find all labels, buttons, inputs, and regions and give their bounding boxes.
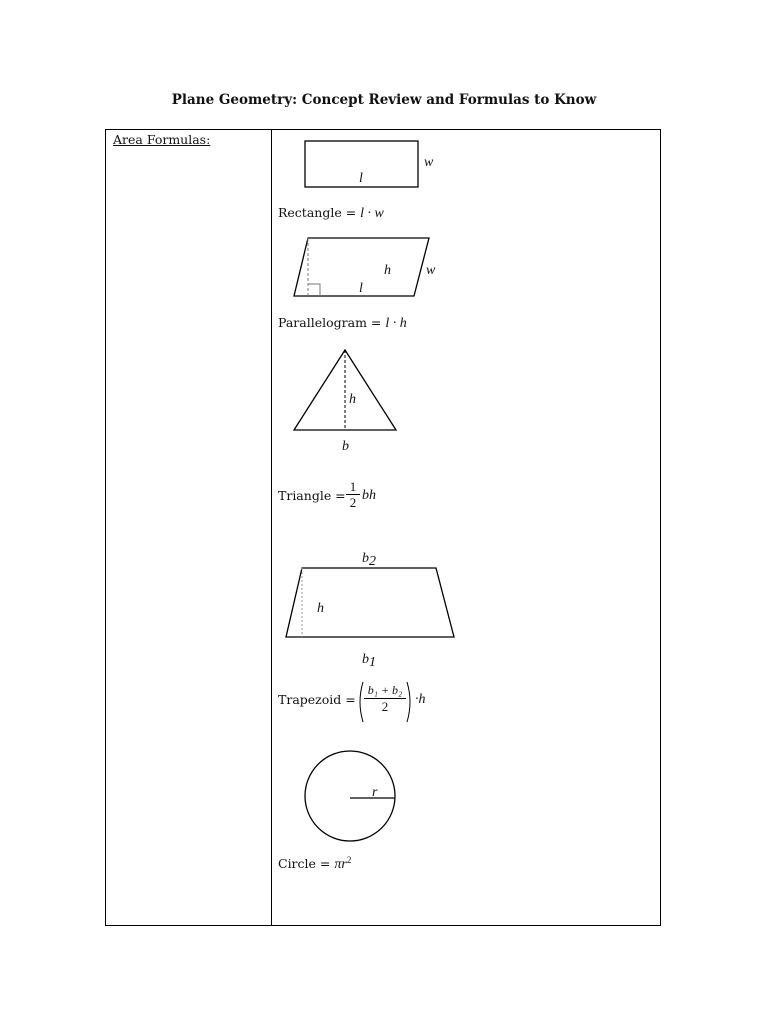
parallelogram-expression: l · h [385, 316, 407, 331]
circle-label: Circle = [278, 856, 331, 872]
trapezoid-tail: ·h [415, 692, 426, 707]
triangle-fraction-numerator: 1 [346, 480, 360, 495]
triangle-figure [292, 348, 402, 453]
rectangle-label: Rectangle = [278, 205, 357, 220]
rectangle-figure [304, 140, 444, 190]
triangle-fraction-denominator: 2 [349, 495, 357, 510]
rectangle-expression: l · w [360, 206, 384, 221]
triangle-var-h: h [349, 392, 356, 407]
rectangle-formula [278, 205, 384, 222]
parallelogram-var-h: h [384, 263, 391, 278]
trapezoid-fraction-denominator: 2 [381, 699, 389, 714]
trapezoid-fraction-numerator: b₁ + b₂ [364, 683, 406, 699]
circle-exponent: 2 [346, 855, 352, 865]
circle-formula [278, 855, 351, 873]
parallelogram-var-l: l [359, 281, 363, 296]
triangle-tail: bh [362, 488, 376, 503]
trapezoid-fraction [364, 683, 406, 715]
trapezoid-figure [284, 548, 464, 668]
trapezoid-formula [278, 692, 356, 707]
parallelogram-var-w: w [426, 263, 436, 278]
rectangle-var-l: l [359, 171, 363, 186]
column-divider [271, 130, 272, 925]
triangle-fraction [346, 480, 360, 510]
parallelogram-formula [278, 315, 407, 332]
triangle-formula [278, 488, 346, 503]
circle-expression: πr [334, 857, 347, 873]
circle-figure [304, 750, 399, 845]
parallelogram-figure [292, 236, 462, 300]
area-formulas-heading: Area Formulas: [113, 132, 211, 147]
rectangle-var-w: w [424, 155, 434, 170]
triangle-var-b: b [342, 439, 349, 454]
triangle-label: Triangle = [278, 488, 346, 503]
page-title: Plane Geometry: Concept Review and Formulas to Know [171, 92, 597, 108]
parallelogram-label: Parallelogram = [278, 315, 382, 330]
circle-var-r: r [372, 785, 378, 800]
trapezoid-var-b2: b2 [362, 551, 376, 569]
formulas-table [105, 129, 661, 926]
trapezoid-var-b1: b1 [362, 652, 376, 670]
trapezoid-label: Trapezoid = [278, 692, 356, 707]
trapezoid-var-h: h [317, 601, 324, 616]
